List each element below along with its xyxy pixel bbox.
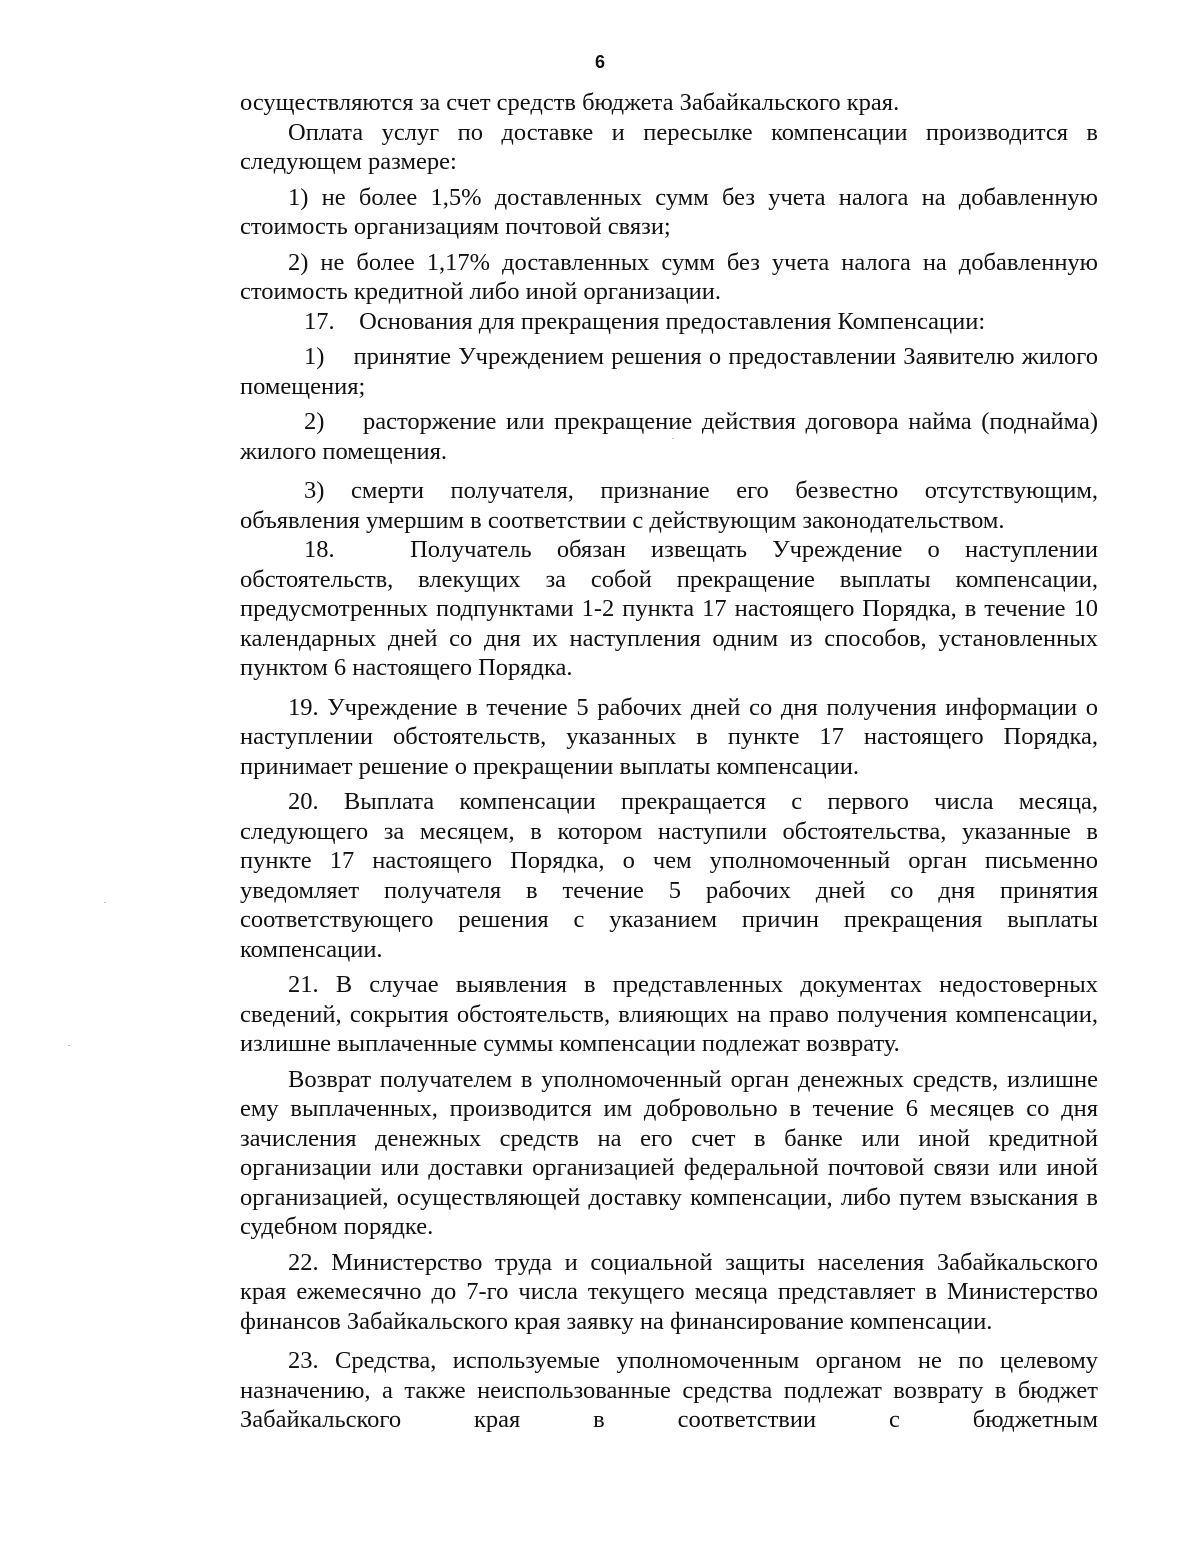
paragraph-payment-services: Оплата услуг по доставке и пересылке компенсации производится в следующем размере: bbox=[240, 118, 1098, 175]
paragraph-refund: Возврат получателем в уполномоченный орган денежных средств, излишне ему выплаченных, производится им добровольно в течение 6 месяцев со дня зачисления денежных средств на его счет в банке или иной кредитной организации или доставки организацией федеральной почтовой связи или иной организацией, осуществляющей доставку компенсации, либо путем взыскания в судебном порядке. bbox=[240, 1065, 1098, 1240]
paragraph-item-1-postal: 1) не более 1,5% доставленных сумм без учета налога на добавленную стоимость организациям почтовой связи; bbox=[240, 183, 1098, 240]
scan-speck bbox=[68, 1045, 70, 1046]
paragraph-20: 20. Выплата компенсации прекращается с первого числа месяца, следующего за месяцем, в котором наступили обстоятельства, указанные в пункте 17 настоящего Порядка, о чем уполномоченный орган письменно уведомляет получателя в течение 5 рабочих дней со дня принятия соответствующего решения с указанием причин прекращения выплаты компенсации. bbox=[240, 788, 1098, 963]
paragraph-17-item-3: 3) смерти получателя, признание его безвестно отсутствующим, объявления умершим в соответствии с действующим законодательством. bbox=[240, 477, 1098, 534]
paragraph-23: 23. Средства, используемые уполномоченным органом не по целевому назначению, а также неиспользованные средства подлежат возврату в бюджет Забайкальского края в соответствии с бюджетным bbox=[240, 1347, 1098, 1433]
paragraph-21: 21. В случае выявления в представленных документах недостоверных сведений, сокрытия обстоятельств, влияющих на право получения компенсации, излишне выплаченные суммы компенсации подлежат возврату. bbox=[240, 971, 1098, 1057]
document-body bbox=[240, 88, 1098, 1435]
paragraph-continuation: осуществляются за счет средств бюджета Забайкальского края. bbox=[240, 89, 900, 116]
paragraph-17: 17. Основания для прекращения предоставления Компенсации: bbox=[304, 307, 986, 335]
scan-speck bbox=[672, 438, 674, 439]
paragraph-item-2-credit: 2) не более 1,17% доставленных сумм без учета налога на добавленную стоимость кредитной либо иной организации. bbox=[240, 248, 1098, 305]
paragraph-22: 22. Министерство труда и социальной защиты населения Забайкальского края ежемесячно до 7-го числа текущего месяца представляет в Министерство финансов Забайкальского края заявку на финансирование компенсации. bbox=[240, 1248, 1098, 1335]
paragraph-18: 18. Получатель обязан извещать Учреждение о наступлении обстоятельств, влекущих за собой прекращение выплаты компенсации, предусмотренных подпунктами 1-2 пункта 17 настоящего Порядка, в течение 10 календарных дней со дня их наступления одним из способов, установленных пунктом 6 настоящего Порядка. bbox=[240, 536, 1098, 681]
paragraph-17-item-1: 1) принятие Учреждением решения о предоставлении Заявителю жилого помещения; bbox=[240, 343, 1098, 400]
page-number: 6 bbox=[594, 52, 605, 72]
paragraph-17-item-2: 2) расторжение или прекращение действия договора найма (поднайма) жилого помещения. bbox=[240, 408, 1098, 465]
scan-speck bbox=[104, 902, 106, 903]
paragraph-19: 19. Учреждение в течение 5 рабочих дней со дня получения информации о наступлении обстоятельств, указанных в пункте 17 настоящего Порядка, принимает решение о прекращении выплаты компенсации. bbox=[240, 693, 1098, 780]
